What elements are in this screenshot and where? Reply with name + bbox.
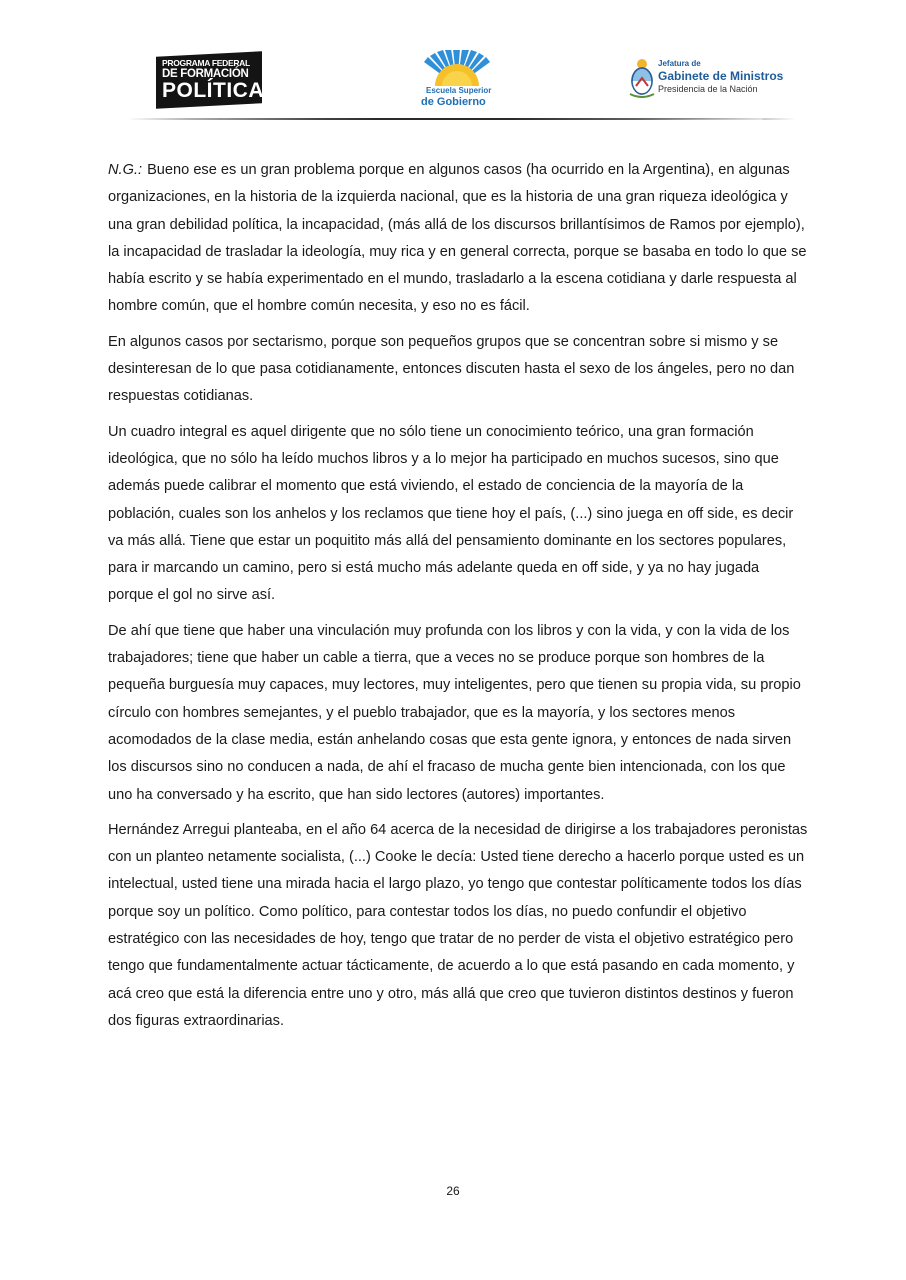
sun-icon — [418, 50, 496, 88]
paragraph-1-text: Bueno ese es un gran problema porque en algunos casos (ha ocurrido en la Argentina), en algunas organizaciones, en la historia de la izquierda nacional, que es la historia de una gran riqueza ideológica y una gran debilidad política, la incapacidad, (más allá de los discursos brillantísimos de Ramos por ejemplo), la incapacidad de trasladar la ideología, muy rica y en general correcta, porque se basaba en todo lo que se había escrito y se había experimentado en el mundo, trasladarlo a la escena cotidiana y darle respuesta al hombre común, que el hombre común necesita, y eso no es fácil. — [108, 162, 807, 315]
programa-federal-logo-line2: DE FORMACIÓN — [162, 68, 249, 80]
jefatura-logo-line2: Gabinete de Ministros — [658, 69, 784, 83]
escuela-superior-logo — [418, 50, 496, 112]
escuela-superior-logo-line1: Escuela Superior — [426, 86, 492, 95]
document-body — [108, 157, 808, 1043]
escuela-superior-logo-line2: de Gobierno — [421, 96, 486, 108]
paragraph-2: En algunos casos por sectarismo, porque son pequeños grupos que se concentran sobre si mismo y se desinteresan de lo que pasa cotidianamente, entonces discuten hasta el sexo de los ángeles, pero no dan respuestas cotidianas. — [108, 333, 795, 405]
coat-of-arms-icon — [628, 56, 656, 100]
jefatura-gabinete-logo — [628, 56, 784, 102]
header-divider — [120, 117, 796, 121]
paragraph-3: Un cuadro integral es aquel dirigente que no sólo tiene un conocimiento teórico, una gran formación ideológica, que no sólo ha leído muchos libros y a lo mejor ha participado en muchos sucesos, sino que además puede calibrar el momento que está viviendo, el estado de conciencia de la mayoría de la población, cuales son los anhelos y los reclamos que tiene hoy el país, (...) sino juega en off side, es decir va más allá. Tiene que estar un poquitito más allá del pensamiento dominante en los sectores populares, para ir marcando un camino, pero si está mucho más adelante queda en off side, y ya no hay jugada porque el gol no sirve así. — [108, 423, 794, 604]
programa-federal-logo-line1: PROGRAMA FEDERAL — [162, 58, 250, 68]
jefatura-logo-line1: Jefatura de — [658, 59, 701, 68]
jefatura-logo-line3: Presidencia de la Nación — [658, 84, 758, 94]
page-header — [0, 0, 906, 130]
programa-federal-logo — [156, 54, 262, 106]
programa-federal-logo-line3: POLÍTICA — [162, 79, 264, 102]
paragraph-4: De ahí que tiene que haber una vinculación muy profunda con los libros y con la vida, y con la vida de los trabajadores; tiene que haber un cable a tierra, que a veces no se produce porque son hombres de la pequeña burguesía muy capaces, muy lectores, muy inteligentes, pero que tienen su propia vida, su propio círculo con hombres semejantes, y el pueblo trabajador, que es la mayoría, y los sectores menos acomodados de la clase media, están anhelando cosas que esta gente ignora, y entonces de nada sirven los discursos sino no conducen a nada, de ahí el fracaso de mucha gente bien intencionada, con los que uno ha conversado y ha escrito, que han sido lectores (autores) importantes. — [108, 622, 801, 803]
paragraph-1 — [108, 157, 808, 321]
speaker-label: N.G.: — [108, 162, 143, 178]
paragraph-5: Hernández Arregui planteaba, en el año 64 acerca de la necesidad de dirigirse a los trabajadores peronistas con un planteo netamente socialista, (...) Cooke le decía: Usted tiene derecho a hacerlo porque usted es un intelectual, usted tiene una mirada hacia el largo plazo, yo tengo que contestar políticamente todos los días porque soy un político. Como político, para contestar todos los días, no puedo confundir el objetivo estratégico con las necesidades de hoy, tengo que tratar de no perder de vista el objetivo estratégico pero tengo que fundamentalmente actuar tácticamente, de acuerdo a lo que está pasando en cada momento, y acá creo que está la diferencia entre uno y otro, más allá que creo que tuvieron distintos destinos y fueron dos figuras extraordinarias. — [108, 821, 808, 1029]
page-number: 26 — [446, 1184, 460, 1198]
